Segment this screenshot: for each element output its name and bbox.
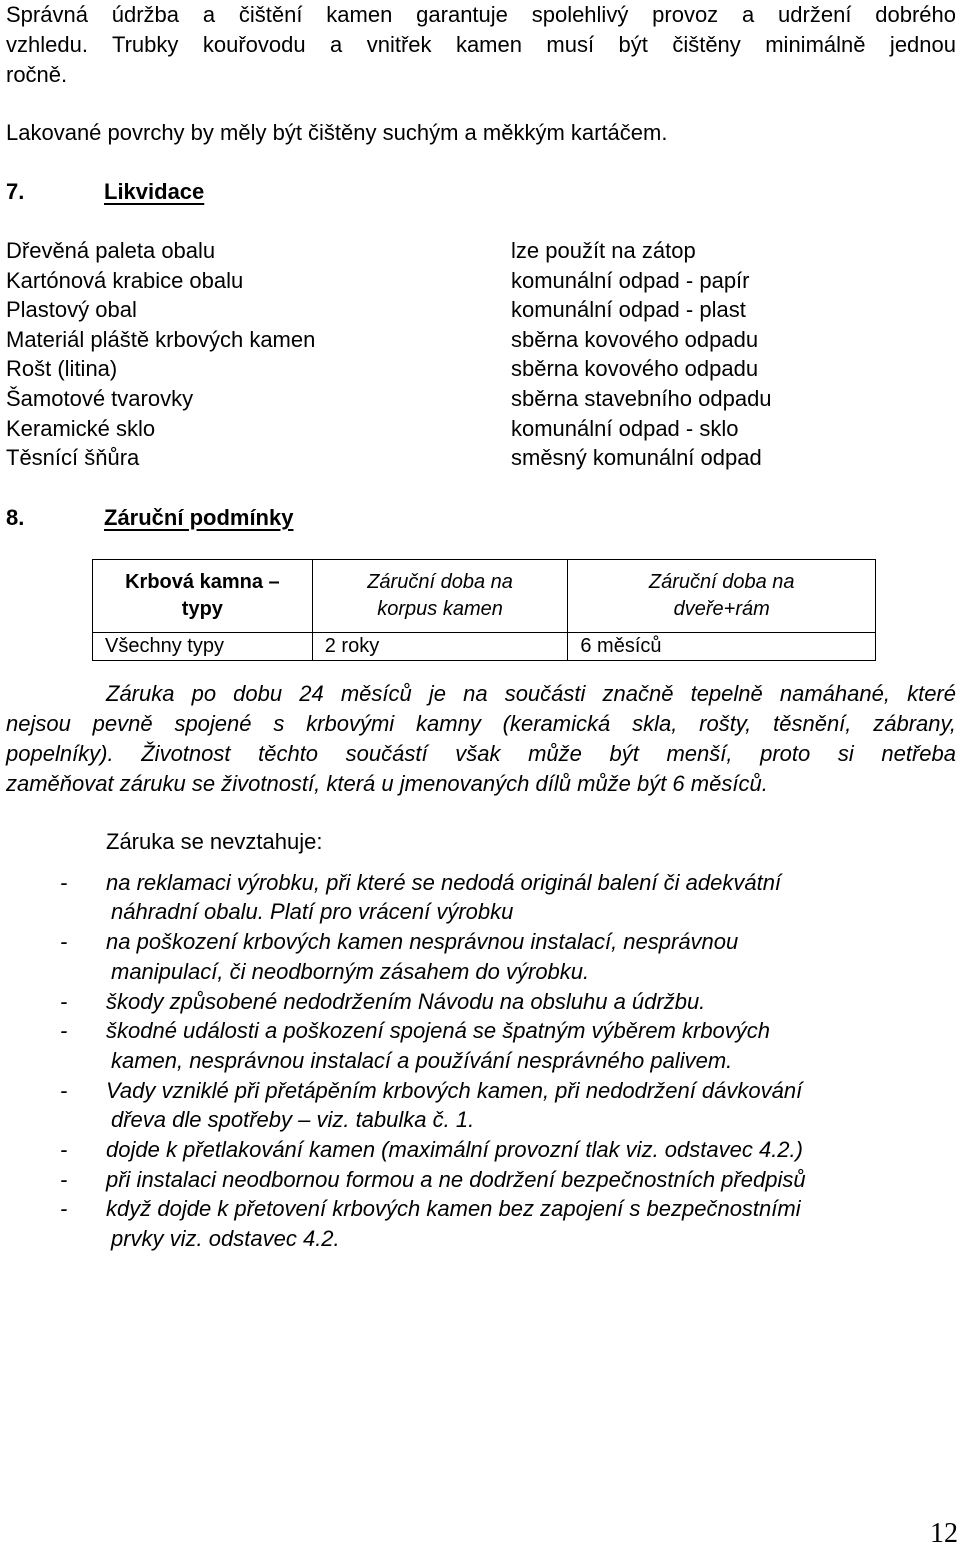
list-item-line1: Vady vzniklé při přetápěním krbových kamen, při nedodržení dávkování [106,1077,803,1103]
warranty-table-header [93,560,876,633]
exclusions-list [0,827,960,1254]
list-dash: - [60,1166,68,1192]
header-types-line1: Krbová kamna – [125,571,280,593]
disposal-item: Těsnící šňůra [6,445,140,471]
table-row [93,633,876,661]
paragraph-line: popelníky). Životnost těchto součástí však může být menší, proto si netřeba [6,741,956,766]
list-item [0,1016,960,1075]
header-door-line2: dveře+rám [673,598,770,620]
disposal-item: Plastový obal [6,297,137,323]
list-item-line2: prvky viz. odstavec 4.2. [111,1226,340,1252]
list-item-line1: škody způsobené nedodržením Návodu na obsluhu a údržbu. [106,988,706,1014]
intro-line-3: ročně. [6,62,68,87]
list-dash: - [60,1077,68,1103]
list-item-line2: kamen, nesprávnou instalací a používání nesprávného palivem. [111,1047,733,1073]
header-door-warranty [568,560,876,633]
warranty-table [92,559,876,661]
list-dash: - [60,1137,68,1163]
list-dash: - [60,1018,68,1044]
disposal-method: komunální odpad - papír [511,267,750,293]
list-item [0,927,960,986]
section-7-title: Likvidace [104,179,205,204]
paragraph-line: Záruka po dobu 24 měsíců je na součásti značně tepelně namáhané, které [106,681,956,706]
list-item-line1: škodné události a poškození spojená se špatným výběrem krbových [106,1018,771,1044]
cell-door-warranty: 6 měsíců [568,633,876,661]
disposal-item: Dřevěná paleta obalu [6,238,216,263]
header-body-line2: korpus kamen [377,598,503,620]
list-item [0,1194,960,1253]
list-dash: - [60,869,68,895]
list-item-line2: dřeva dle spotřeby – viz. tabulka č. 1. [111,1107,475,1133]
list-item [0,987,960,1017]
list-item-line1: při instalaci neodbornou formou a ne dodržení bezpečnostních předpisů [106,1166,806,1192]
header-types-line2: typy [181,598,223,620]
section-8-number: 8. [6,505,25,530]
intro-line-4: Lakované povrchy by měly být čištěny suchým a měkkým kartáčem. [6,120,668,145]
list-item-line2: náhradní obalu. Platí pro vrácení výrobku [111,899,514,925]
exclusions-title-text: Záruka se nevztahuje: [106,829,323,854]
section-7-heading [6,177,204,207]
cell-body-warranty: 2 roky [312,633,568,661]
list-item-line1: na poškození krbových kamen nesprávnou instalací, nesprávnou [106,929,739,955]
disposal-method: lze použít na zátop [511,238,696,263]
section-8-heading [6,503,293,533]
list-dash: - [60,1196,68,1222]
disposal-methods-list [511,236,772,473]
section-7-number: 7. [6,179,25,204]
list-item [0,1135,960,1165]
list-item [0,1165,960,1195]
list-item-line1: když dojde k přetovení krbových kamen bez zapojení s bezpečnostními [106,1196,801,1222]
list-item-line1: na reklamaci výrobku, při které se nedodá originál balení či adekvátní [106,869,782,895]
disposal-items-list [6,236,315,473]
list-item-line2: manipulací, či neodborným zásahem do výrobku. [111,958,590,984]
intro-line-2: vzhledu. Trubky kouřovodu a vnitřek kamen musí být čištěny minimálně jednou [6,32,956,57]
paragraph-line: nejsou pevně spojené s krbovými kamny (keramická skla, rošty, těsnění, zábrany, [6,711,956,736]
section-8-title: Záruční podmínky [104,505,294,530]
list-item [0,1076,960,1135]
disposal-method: sběrna kovového odpadu [511,356,759,382]
cell-types: Všechny typy [93,633,313,661]
header-door-line1: Záruční doba na [648,571,795,593]
intro-line-1: Správná údržba a čištění kamen garantuje spolehlivý provoz a udržení dobrého [6,2,956,27]
header-types [93,560,313,633]
header-body-warranty [312,560,568,633]
list-item-line1: dojde k přetlakování kamen (maximální provozní tlak viz. odstavec 4.2.) [106,1137,803,1163]
exclusions-title [0,827,960,857]
list-dash: - [60,929,68,955]
paragraph-line: zaměňovat záruku se životností, která u jmenovaných dílů může být 6 měsíců. [6,771,768,796]
header-body-line1: Záruční doba na [367,571,513,593]
disposal-item: Rošt (litina) [6,356,118,382]
disposal-item: Kartónová krabice obalu [6,267,244,293]
disposal-method: komunální odpad - plast [511,297,746,323]
disposal-method: směsný komunální odpad [511,445,762,471]
disposal-method: komunální odpad - sklo [511,415,739,441]
list-item [0,868,960,927]
list-dash: - [60,988,68,1014]
disposal-item: Keramické sklo [6,415,156,441]
warranty-paragraph [6,679,956,799]
disposal-method: sběrna kovového odpadu [511,326,759,352]
disposal-method: sběrna stavebního odpadu [511,385,772,411]
disposal-item: Materiál pláště krbových kamen [6,326,316,352]
disposal-item: Šamotové tvarovky [6,385,194,411]
page-number: 12 [930,1518,958,1549]
